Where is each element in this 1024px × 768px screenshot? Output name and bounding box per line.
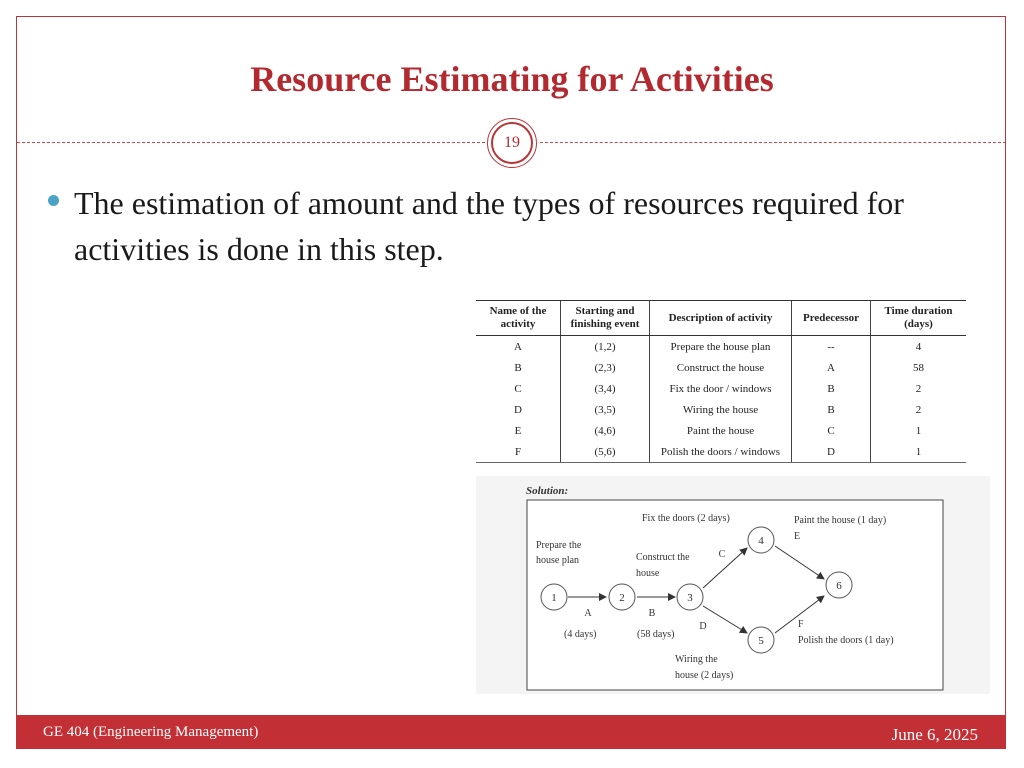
table-cell: 4 xyxy=(871,336,967,358)
bullet-text: The estimation of amount and the types of resources required for activities is done in this step. xyxy=(74,185,904,267)
table-row xyxy=(476,336,966,358)
table-cell: B xyxy=(514,361,522,374)
table-cell: F xyxy=(476,441,561,463)
network-diagram xyxy=(476,476,990,694)
table-cell: Fix the door / windows xyxy=(650,378,792,399)
activity-table xyxy=(476,300,966,463)
header-predecessor: Predecessor xyxy=(792,301,871,336)
table-cell: A xyxy=(792,357,871,378)
svg-text:2: 2 xyxy=(619,592,625,604)
table-cell: D xyxy=(792,441,871,463)
table-cell: (3,5) xyxy=(561,399,650,420)
activity-label-e: E xyxy=(794,531,801,542)
table-row xyxy=(476,420,966,441)
page-number: 19 xyxy=(491,122,533,164)
activity-label-b: B xyxy=(648,608,656,619)
solution-label: Solution: xyxy=(526,485,569,497)
table-cell: Construct the house xyxy=(650,357,792,378)
table-cell: 1 xyxy=(871,441,967,463)
table-cell: 1 xyxy=(871,420,967,441)
table-cell: C xyxy=(792,420,871,441)
table-cell: C xyxy=(514,382,522,395)
table-cell: (2,3) xyxy=(561,357,650,378)
table-cell: (1,2) xyxy=(561,336,650,358)
header-activity-name: Name of the activity xyxy=(476,301,561,336)
label-construct-line1: Construct the xyxy=(636,552,690,563)
activity-label-d: D xyxy=(699,621,707,632)
svg-text:1: 1 xyxy=(551,592,557,604)
table-cell: B xyxy=(792,378,871,399)
table-header-row xyxy=(476,301,966,336)
table-cell: 2 xyxy=(871,399,967,420)
table-cell: B xyxy=(792,399,871,420)
activity-label-c: C xyxy=(718,549,726,560)
title-divider-left xyxy=(17,142,485,143)
table-row xyxy=(476,357,966,378)
table-cell: Polish the doors / windows xyxy=(650,441,792,463)
table-cell: D xyxy=(514,403,522,416)
slide-footer xyxy=(17,715,1006,749)
node-5 xyxy=(748,627,774,653)
table-cell: 2 xyxy=(871,378,967,399)
svg-text:3: 3 xyxy=(687,592,693,604)
label-wiring-line2: house (2 days) xyxy=(675,670,734,681)
table-cell: -- xyxy=(792,336,871,358)
table-cell: Wiring the house xyxy=(650,399,792,420)
svg-text:5: 5 xyxy=(758,635,764,647)
label-prepare-line2: house plan xyxy=(536,555,580,566)
table-row xyxy=(476,378,966,399)
table-row xyxy=(476,399,966,420)
label-wiring-line1: Wiring the xyxy=(675,654,718,665)
table-row xyxy=(476,441,966,463)
node-3 xyxy=(677,584,703,610)
bullet-dot-icon xyxy=(48,195,59,206)
table-cell: Paint the house xyxy=(650,420,792,441)
table-cell: (3,4) xyxy=(561,378,650,399)
svg-text:4: 4 xyxy=(758,535,764,547)
table-cell: E xyxy=(514,424,522,437)
activity-label-f: F xyxy=(798,619,804,630)
node-4 xyxy=(748,527,774,553)
footer-date: June 6, 2025 xyxy=(891,725,978,744)
header-description: Description of activity xyxy=(650,301,792,336)
node-1 xyxy=(541,584,567,610)
node-2 xyxy=(609,584,635,610)
table-cell: 58 xyxy=(871,357,967,378)
svg-text:6: 6 xyxy=(836,580,842,592)
slide-title: Resource Estimating for Activities xyxy=(250,59,774,99)
page-number-badge xyxy=(487,118,537,168)
label-days-a: (4 days) xyxy=(564,629,597,640)
activity-table-figure xyxy=(476,294,989,472)
footer-course: GE 404 (Engineering Management) xyxy=(43,724,259,740)
header-event: Starting and finishing event xyxy=(561,301,650,336)
label-days-b: (58 days) xyxy=(637,629,675,640)
table-cell: (4,6) xyxy=(561,420,650,441)
label-paint: Paint the house (1 day) xyxy=(794,515,887,526)
table-body xyxy=(476,336,966,463)
label-polish: Polish the doors (1 day) xyxy=(798,635,894,646)
table-cell: Prepare the house plan xyxy=(650,336,792,358)
table-cell: (5,6) xyxy=(561,441,650,463)
label-fix: Fix the doors (2 days) xyxy=(642,513,730,524)
node-6 xyxy=(826,572,852,598)
label-prepare-line1: Prepare the xyxy=(536,540,582,551)
activity-label-a: A xyxy=(584,608,592,619)
diagram-box xyxy=(527,500,943,690)
label-construct-line2: house xyxy=(636,568,660,579)
title-divider-right xyxy=(540,142,1006,143)
header-duration: Time duration (days) xyxy=(871,301,967,336)
table-cell: A xyxy=(514,340,522,353)
network-diagram-svg xyxy=(476,476,990,694)
